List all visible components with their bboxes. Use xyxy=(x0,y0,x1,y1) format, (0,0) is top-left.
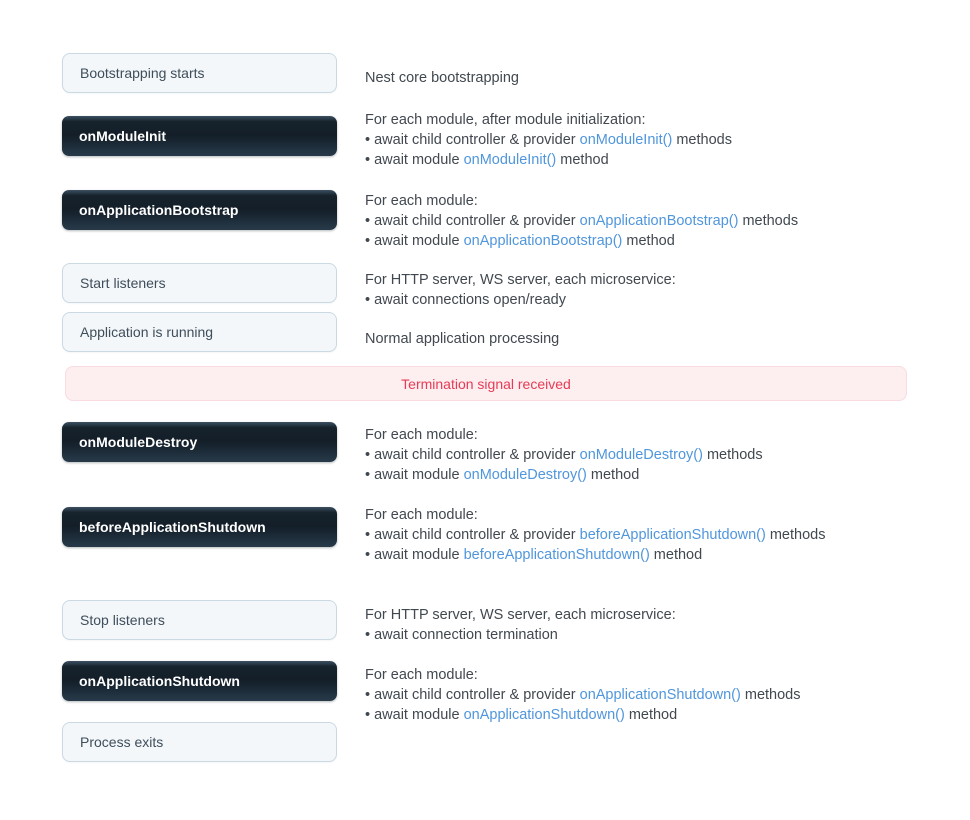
box-label: onModuleDestroy xyxy=(79,434,198,450)
desc-text: • await module xyxy=(365,233,464,249)
desc-text: • await child controller & provider xyxy=(365,132,580,148)
lifecycle-method-link[interactable]: onApplicationShutdown() xyxy=(463,707,625,723)
desc-text: method xyxy=(556,152,609,168)
desc-line xyxy=(365,211,798,231)
desc-bootstrapping-starts xyxy=(365,68,519,88)
lifecycle-method-link[interactable]: onModuleInit() xyxy=(463,152,557,168)
desc-line xyxy=(365,625,676,645)
box-on-application-shutdown xyxy=(62,661,337,701)
lifecycle-method-link[interactable]: beforeApplicationShutdown() xyxy=(463,547,650,563)
desc-line xyxy=(365,465,763,485)
box-label: onApplicationShutdown xyxy=(79,673,240,689)
desc-text: Nest core bootstrapping xyxy=(365,70,519,86)
box-label: Stop listeners xyxy=(80,612,165,628)
box-application-is-running xyxy=(62,312,337,352)
lifecycle-method-link[interactable]: onApplicationBootstrap() xyxy=(463,233,623,249)
box-on-module-destroy xyxy=(62,422,337,462)
desc-text: method xyxy=(622,233,675,249)
desc-text: method xyxy=(649,547,703,563)
box-on-module-init xyxy=(62,116,337,156)
desc-text: For each module, after module initialization: xyxy=(365,112,646,128)
box-label: Application is running xyxy=(80,324,214,340)
desc-line xyxy=(365,150,732,170)
box-label: Process exits xyxy=(80,734,164,750)
desc-line xyxy=(365,110,732,130)
desc-line xyxy=(365,290,676,310)
desc-text: • await child controller & provider xyxy=(365,213,580,229)
desc-line xyxy=(365,68,519,88)
lifecycle-method-link[interactable]: onApplicationBootstrap() xyxy=(579,213,739,229)
desc-text: methods xyxy=(738,213,799,229)
box-process-exits xyxy=(62,722,337,762)
desc-text: • await module xyxy=(365,547,464,563)
desc-line xyxy=(365,665,801,685)
lifecycle-method-link[interactable]: onModuleInit() xyxy=(579,132,673,148)
lifecycle-method-link[interactable]: beforeApplicationShutdown() xyxy=(579,527,766,543)
desc-text: method xyxy=(586,467,640,483)
desc-line xyxy=(365,270,676,290)
desc-text: • await module xyxy=(365,467,464,483)
desc-text: • await child controller & provider xyxy=(365,447,580,463)
lifecycle-method-link[interactable]: onApplicationShutdown() xyxy=(579,687,741,703)
desc-text: • await connection termination xyxy=(365,627,558,643)
box-before-application-shutdown xyxy=(62,507,337,547)
desc-on-application-shutdown xyxy=(365,665,801,725)
box-label: beforeApplicationShutdown xyxy=(79,519,266,535)
box-on-application-bootstrap xyxy=(62,190,337,230)
desc-text: For each module: xyxy=(365,667,478,683)
desc-text: For HTTP server, WS server, each microservice: xyxy=(365,607,676,623)
desc-line xyxy=(365,231,798,251)
box-label: onModuleInit xyxy=(79,128,167,144)
desc-line xyxy=(365,425,763,445)
desc-text: methods xyxy=(740,687,801,703)
desc-line xyxy=(365,329,559,349)
desc-line xyxy=(365,705,801,725)
desc-stop-listeners xyxy=(365,605,676,645)
desc-start-listeners xyxy=(365,270,676,310)
desc-on-module-init xyxy=(365,110,732,170)
desc-before-application-shutdown xyxy=(365,505,825,565)
desc-text: • await connections open/ready xyxy=(365,292,566,308)
box-label: Start listeners xyxy=(80,275,166,291)
desc-text: • await module xyxy=(365,152,464,168)
desc-text: methods xyxy=(702,447,763,463)
lifecycle-method-link[interactable]: onModuleDestroy() xyxy=(579,447,703,463)
desc-text: • await child controller & provider xyxy=(365,527,580,543)
desc-text: For HTTP server, WS server, each microservice: xyxy=(365,272,676,288)
box-start-listeners xyxy=(62,263,337,303)
banner-label: Termination signal received xyxy=(401,375,571,392)
desc-text: For each module: xyxy=(365,427,478,443)
box-label: Bootstrapping starts xyxy=(80,65,205,81)
desc-line xyxy=(365,130,732,150)
desc-text: methods xyxy=(672,132,732,148)
desc-line xyxy=(365,605,676,625)
desc-line xyxy=(365,445,763,465)
desc-text: methods xyxy=(765,527,826,543)
desc-line xyxy=(365,545,825,565)
desc-on-application-bootstrap xyxy=(365,191,798,251)
lifecycle-method-link[interactable]: onModuleDestroy() xyxy=(463,467,587,483)
box-label: onApplicationBootstrap xyxy=(79,202,239,218)
box-bootstrapping-starts xyxy=(62,53,337,93)
desc-text: • await child controller & provider xyxy=(365,687,580,703)
desc-text: method xyxy=(624,707,678,723)
desc-line xyxy=(365,525,825,545)
box-stop-listeners xyxy=(62,600,337,640)
desc-line xyxy=(365,191,798,211)
desc-text: Normal application processing xyxy=(365,331,560,347)
desc-text: For each module: xyxy=(365,507,478,523)
desc-application-is-running xyxy=(365,329,559,349)
desc-line xyxy=(365,505,825,525)
desc-text: For each module: xyxy=(365,193,478,209)
desc-line xyxy=(365,685,801,705)
desc-text: • await module xyxy=(365,707,464,723)
termination-signal-banner xyxy=(65,366,907,401)
desc-on-module-destroy xyxy=(365,425,763,485)
